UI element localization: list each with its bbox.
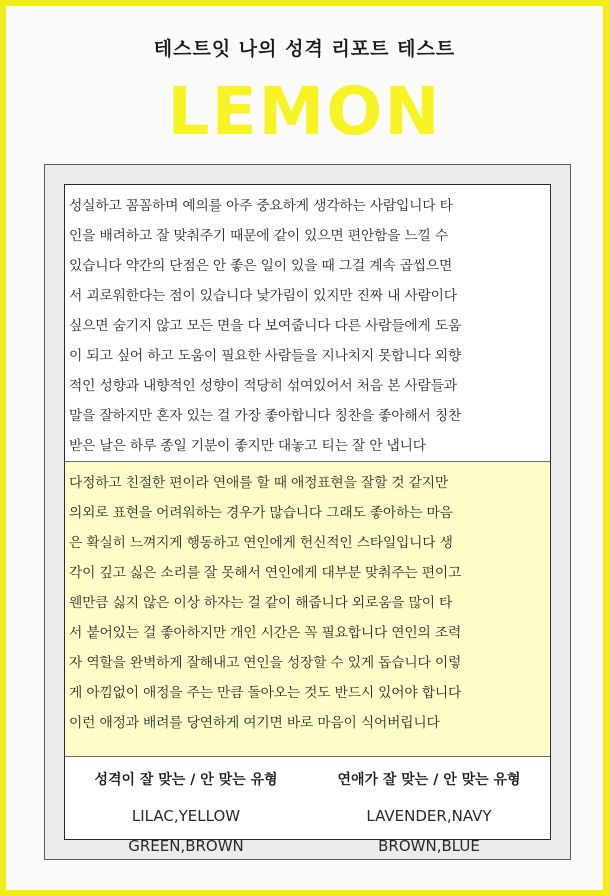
personality-types-heading: 성격이 잘 맞는 / 안 맞는 유형 [94, 772, 278, 788]
page-title: 테스트잇 나의 성격 리포트 테스트 [153, 38, 456, 60]
text-line: 이런 애정과 배려를 당연하게 여기면 바로 마음이 식어버립니다 [69, 715, 440, 731]
text-line: 게 아낌없이 애정을 주는 만큼 돌아오는 것도 반드시 있어야 합니다 [69, 685, 462, 701]
love-types-heading: 연애가 잘 맞는 / 안 맞는 유형 [337, 772, 521, 788]
love-description [65, 461, 550, 757]
personality-types-column [65, 757, 307, 861]
result-name: LEMON [167, 73, 442, 150]
text-line: 있습니다 약간의 단점은 안 좋은 일이 있을 때 그걸 계속 곱씹으면 [69, 258, 453, 274]
text-line: 다정하고 친절한 편이라 연애를 할 때 애정표현을 잘할 것 같지만 [69, 475, 448, 491]
text-line: 말을 잘하지만 혼자 있는 걸 가장 좋아합니다 칭찬을 좋아해서 칭찬 [69, 408, 462, 424]
text-line: 인을 배려하고 잘 맞춰주기 때문에 같이 있으면 편안함을 느낄 수 [69, 228, 448, 244]
text-line: 웬만큼 싫지 않은 이상 하자는 걸 같이 해줍니다 외로움을 많이 타 [69, 595, 453, 611]
text-line: 서 붙어있는 걸 좋아하지만 개인 시간은 꼭 필요합니다 연인의 조력 [69, 625, 462, 641]
love-match-types: LAVENDER,NAVY [366, 807, 492, 825]
text-line: 받은 날은 하루 종일 기분이 좋지만 대놓고 티는 잘 안 냅니다 [69, 438, 426, 454]
result-sheet [64, 184, 551, 855]
text-line: 자 역할을 완벽하게 잘해내고 연인을 성장할 수 있게 돕습니다 이렇 [69, 655, 462, 671]
compatibility-types [65, 757, 550, 855]
text-line: 서 괴로워한다는 점이 있습니다 낯가림이 있지만 진짜 내 사람이다 [69, 288, 457, 304]
text-line: 각이 깊고 싫은 소리를 잘 못해서 연인에게 대부분 맞춰주는 편이고 [69, 565, 462, 581]
text-line: 은 확실히 느껴지게 행동하고 연인에게 헌신적인 스타일입니다 생 [69, 535, 453, 551]
personality-description [65, 185, 550, 461]
text-line: 성실하고 꼼꼼하며 예의를 아주 중요하게 생각하는 사람입니다 타 [69, 198, 453, 214]
text-line: 의외로 표현을 어려워하는 경우가 많습니다 그래도 좋아하는 마음 [69, 505, 453, 521]
result-card [44, 164, 571, 860]
love-mismatch-types: BROWN,BLUE [378, 837, 480, 855]
text-line: 적인 성향과 내향적인 성향이 적당히 섞여있어서 처음 본 사람들과 [69, 378, 457, 394]
personality-mismatch-types: GREEN,BROWN [128, 837, 244, 855]
text-line: 싶으면 숨기지 않고 모든 면을 다 보여줍니다 다른 사람들에게 도움 [69, 318, 462, 334]
love-types-column [308, 757, 550, 861]
personality-match-types: LILAC,YELLOW [131, 807, 241, 825]
text-line: 이 되고 싶어 하고 도움이 필요한 사람들을 지나치지 못합니다 외향 [69, 348, 462, 364]
